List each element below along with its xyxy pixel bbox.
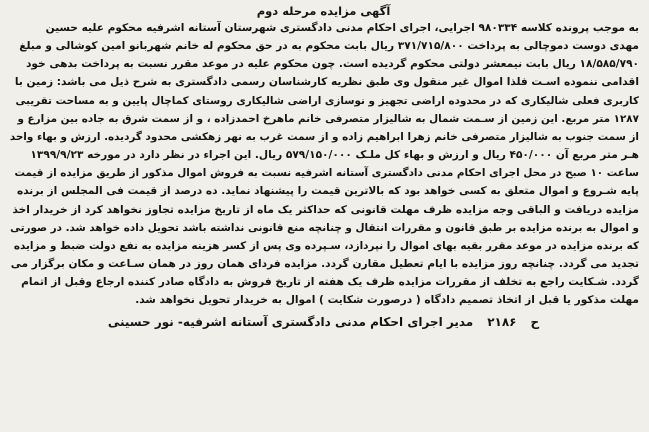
notice-title: آگهی مزایده مرحله دوم: [256, 4, 391, 18]
notice-line: پایه شـروع و اموال متعلق به کسی خواهد بود که بالاترین قیمت را پیشنهاد نماید. ده درصد از قیمت فی المجلس از برنده: [16, 185, 639, 198]
notice-line: اقدامی ننموده اسـت فلذا اموال غیر منقول وی طبق نظریه کارشناسان رسمی دادگستری به شرح ذیل می باشد: زمین با: [14, 76, 639, 89]
notice-line: و اموال به برنده مزایده بر طبق قانون و مقررات انتقال و چنانچه منع قانونی نداشته باشد تحویل داده خواهد شد. در صورتی: [10, 221, 639, 234]
footer-signature: مدیر اجرای احکام مدنی دادگستری آستانه اشرفیه- نور حسینی: [107, 314, 474, 329]
notice-line: هـر متر مربع آن ۴۵۰/۰۰۰ ریال و ارزش و بهاء کل ملـک ۵۷۹/۱۵۰/۰۰۰ ریال. این اجراء در نظر دارد در مورخه ۱۳۹۹/۹/۲۳: [30, 149, 639, 162]
notice-body: [8, 19, 639, 310]
notice-line: که برنده مزایده در موعد مقرر بقیه بهای اموال را نپردازد، سـپرده وی پس از کسر هزینه مزایده به نفع دولت ضبط و مزایده: [13, 239, 639, 252]
notice-line: ساعت ۱۰ صبح در محل اجرای احکام مدنی دادگستری آستانه اشرفیه نسبت به فروش اموال مذکور از طریق مزایده از قیمت: [14, 167, 639, 180]
footer-number: ۲۱۸۶: [487, 314, 517, 329]
notice-line: ۱۲۸۷ متر مربع. این زمین از سـمت شمال به شالیزار متصرفی خانم ماهرخ احمدزاده ، و از سمت شرق به جاده بین مزارع و: [17, 112, 639, 125]
notice-line: ۱۸/۵۸۵/۷۹۰ ریال بابت نیمعشر دولتی محکوم گردیده است. چون محکوم علیه در موعد مقرر نسبت به پرداخت بدهی خود: [25, 58, 639, 71]
footer-letter: ح: [530, 314, 540, 329]
notice-line: مزایده دریافت و الباقی وجه مزایده ظرف مهلت قانونی که حداکثر یک ماه از تاریخ مزایده تجاوز نخواهد کرد از خریدار اخذ: [12, 203, 639, 216]
notice-line: گردد. شـکایت راجع به تخلف از مقررات مزایده ظرف یک هفته از تاریخ فروش به دادگاه صادر کننده ارجاع وقبل از اتمام: [21, 276, 639, 289]
notice-line: مهلت مذکور یا قبل از اتخاذ تصمیم دادگاه ( درصورت شکایت ) اموال به خریدار تحویل نخواهد شد.: [135, 294, 639, 307]
auction-notice: [4, 3, 645, 424]
notice-line: به موجب پرونده کلاسه ۹۸۰۳۳۴ اجرایی، اجرای احکام مدنی دادگستری شهرستان آستانه اشرفیه محکوم علیه حسین: [45, 22, 639, 34]
notice-line: کاربری فعلی شالیکاری که در محدوده اراضی تجهیز و نوسازی اراضی شالیکاری روستای کماچال پایین و به مساحت تقریبی: [15, 94, 639, 107]
notice-line: تجدید می گردد. چنانچه روز مزایده با ایام تعطیل مقارن گردد. مزایده فردای همان روز در همان سـاعت و مکان برگزار می: [10, 258, 639, 271]
notice-footer: [8, 312, 639, 332]
notice-line: مهدی دوست دموچالی به پرداخت ۳۷۱/۷۱۵/۸۰۰ ریال بابت محکوم به در حق محکوم له خانم شهربانو امین کوشالی و مبلغ: [19, 40, 639, 53]
notice-line: از سمت جنوب به شالیزار متصرفی خانم زهرا ابراهیم زاده و از سمت غرب به نهر زهکشی محدود گردیده. ارزش و بهاء واحد: [9, 130, 639, 143]
